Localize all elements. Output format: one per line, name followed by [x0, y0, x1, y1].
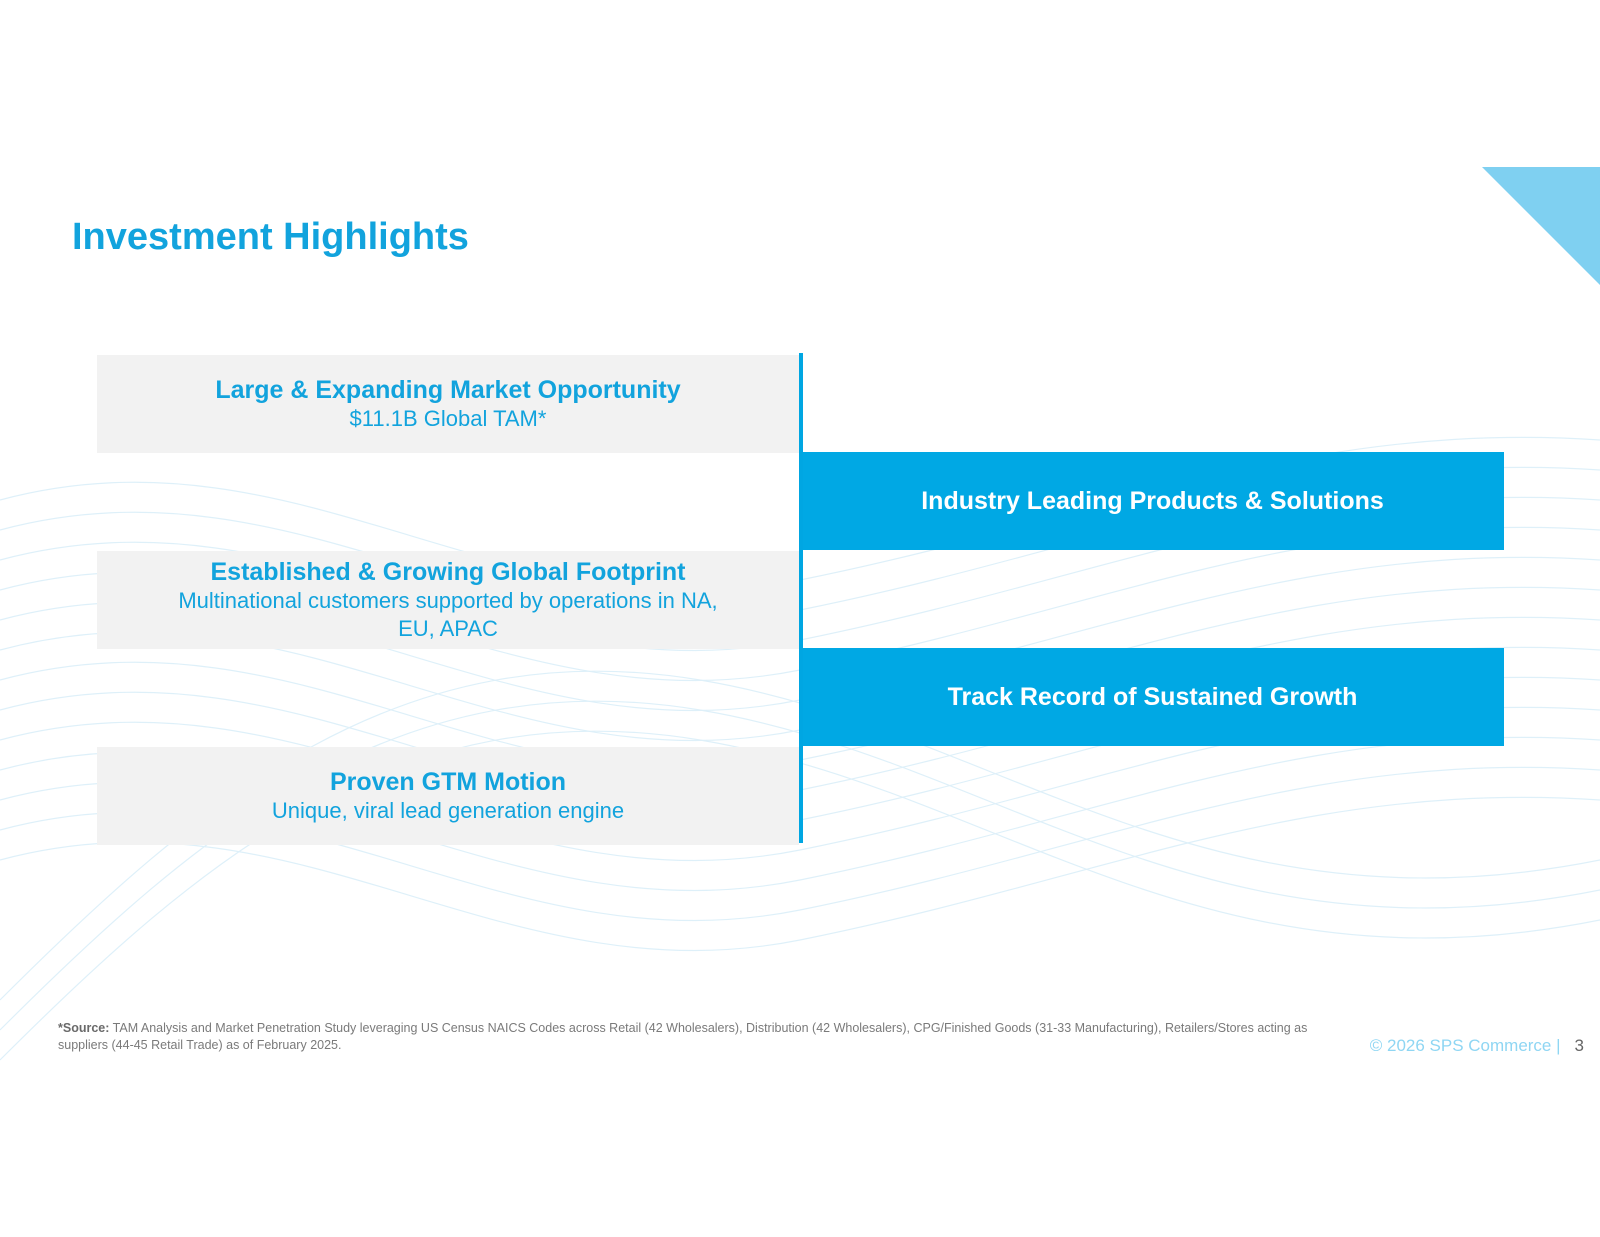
highlight-global-footprint — [97, 551, 799, 649]
page-number: 3 — [1574, 1036, 1584, 1055]
highlight-title: Industry Leading Products & Solutions — [921, 486, 1384, 515]
highlight-sustained-growth — [801, 648, 1504, 746]
footnote-label: *Source: — [58, 1021, 110, 1035]
highlight-title: Established & Growing Global Footprint — [210, 558, 686, 586]
center-divider-line — [799, 353, 803, 843]
highlight-gtm-motion — [97, 747, 799, 845]
slide-footer — [1370, 1036, 1584, 1056]
highlight-products-solutions — [801, 452, 1504, 550]
corner-triangle-decoration — [1482, 167, 1600, 285]
footnote-text: TAM Analysis and Market Penetration Study leveraging US Census NAICS Codes across Retail (42 Wholesalers), Distribution (42 Wholesalers), CPG/Finished Goods (31-33 Manufacturing), Retailers/Stores acting as suppliers (44-45 Retail Trade) as of February 2025. — [58, 1021, 1308, 1052]
highlight-title: Track Record of Sustained Growth — [947, 682, 1358, 711]
highlight-market-opportunity — [97, 355, 799, 453]
highlight-subtitle: Unique, viral lead generation engine — [271, 798, 625, 823]
highlight-title: Proven GTM Motion — [329, 768, 567, 796]
highlight-subtitle: $11.1B Global TAM* — [349, 406, 547, 431]
highlight-title: Large & Expanding Market Opportunity — [215, 376, 681, 404]
highlight-subtitle: Multinational customers supported by operations in NA, EU, APAC — [178, 588, 718, 641]
copyright-text: © 2026 SPS Commerce | — [1369, 1036, 1561, 1055]
source-footnote — [58, 1020, 1308, 1054]
page-title: Investment Highlights — [72, 216, 469, 258]
